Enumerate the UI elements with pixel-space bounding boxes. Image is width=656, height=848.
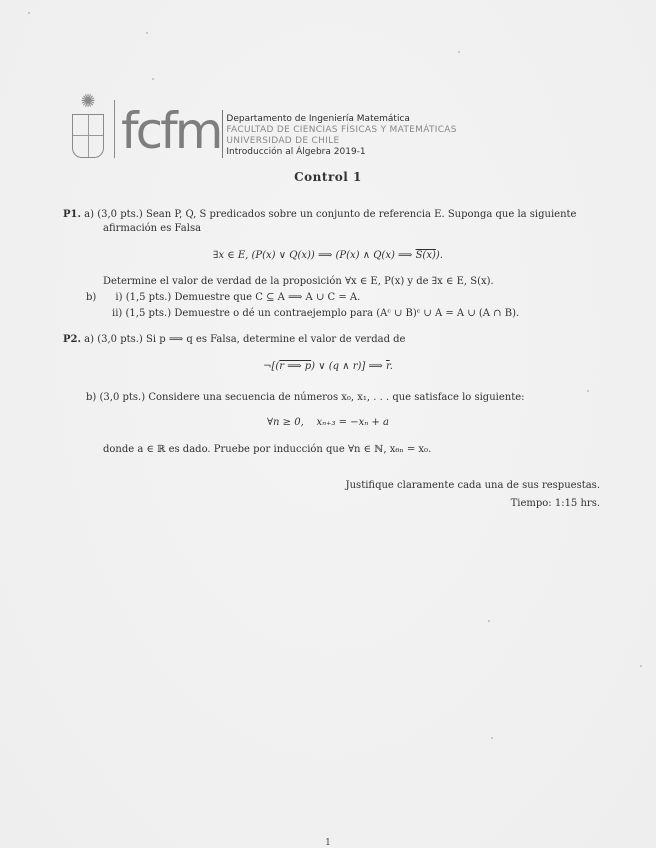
p2-b-formula (0, 416, 656, 429)
formula: ∀n ≥ 0, xₙ₊₃ = −xₙ + a (267, 417, 389, 428)
statement-text: Demuestre o dé un contraejemplo para (Aᶜ ∪ B)ᶜ ∪ A = A ∪ (A ∩ B). (174, 308, 520, 319)
scan-speck (152, 78, 154, 80)
part-label: a) (84, 209, 95, 220)
scan-speck (488, 620, 490, 622)
points: (3,0 pts.) (99, 392, 146, 403)
scan-speck (28, 12, 30, 14)
p1-a-formula (0, 249, 656, 262)
p2-b-line2 (103, 443, 431, 456)
justify-note: Justifique claramente cada una de sus respuestas. (345, 480, 600, 491)
formula: ∃x ∈ E, (P(x) ∨ Q(x)) ⟹ (P(x) ∧ Q(x) ⟹ (213, 250, 416, 261)
problem-label: P2. (63, 334, 81, 345)
course-name: Introducción al Álgebra 2019-1 (226, 147, 366, 157)
formula-end: . (389, 361, 393, 372)
part-label: b) (86, 292, 97, 303)
points: (3,0 pts.) (97, 209, 143, 220)
part-label: b) (86, 392, 97, 403)
statement-text: Considere una secuencia de números x₀, x₁, . . . que satisface lo siguiente: (148, 392, 525, 403)
p1-a-line3 (103, 275, 494, 288)
page-title: Control 1 (294, 170, 362, 184)
problem-label: P1. (63, 209, 81, 220)
p1-a-line1 (63, 208, 576, 221)
subpart-label: ii) (112, 308, 123, 319)
formula: ) ∨ (q ∧ r)] ⟹ (311, 361, 387, 372)
shield-icon (72, 114, 104, 158)
scan-speck (491, 737, 493, 739)
formula-negated: S(x) (415, 250, 436, 261)
fcfm-logo: fcfm (121, 102, 221, 160)
p1-b-i (86, 291, 360, 304)
statement-text: donde a ∈ ℝ es dado. Pruebe por inducción que ∀n ∈ ℕ, x₆ₙ = x₀. (103, 444, 432, 455)
statement-text: afirmación es Falsa (103, 223, 202, 234)
divider (114, 100, 115, 158)
p2-a-formula (0, 360, 656, 373)
part-label: a) (84, 334, 95, 345)
sun-icon: ✺ (80, 91, 96, 112)
university-crest-icon (70, 92, 106, 160)
divider (222, 110, 223, 158)
scan-speck (587, 390, 589, 392)
subpart-label: i) (115, 292, 123, 303)
statement-text: Sean P, Q, S predicados sobre un conjunto de referencia E. Suponga que la siguiente (146, 209, 577, 220)
points: (3,0 pts.) (97, 334, 143, 345)
faculty-name: FACULTAD DE CIENCIAS FÍSICAS Y MATEMÁTICAS (226, 125, 457, 135)
points: (1,5 pts.) (125, 292, 172, 303)
p2-a-line1 (63, 333, 405, 346)
scan-speck (458, 51, 460, 53)
p2-b-line1 (86, 391, 525, 404)
page-number: 1 (325, 838, 331, 848)
formula-end: ). (435, 250, 443, 261)
p1-b-ii (112, 307, 519, 320)
time-note: Tiempo: 1:15 hrs. (510, 498, 600, 509)
department-name: Departamento de Ingeniería Matemática (226, 114, 410, 124)
formula-negated: r ⟹ p (279, 361, 312, 372)
scan-speck (640, 665, 642, 667)
scan-speck (146, 32, 148, 34)
statement-text: Demuestre que C ⊆ A ⟹ A ∪ C = A. (174, 292, 361, 303)
statement-text: Si p ⟹ q es Falsa, determine el valor de verdad de (146, 334, 406, 345)
university-name: UNIVERSIDAD DE CHILE (226, 136, 340, 146)
points: (1,5 pts.) (125, 308, 172, 319)
formula: ¬[( (263, 361, 280, 372)
formula-negated: $\overline{r}$ (386, 361, 390, 372)
statement-text: Determine el valor de verdad de la proposición ∀x ∈ E, P(x) y de ∃x ∈ E, S(x). (103, 276, 494, 287)
p1-a-line2 (103, 222, 201, 235)
header-text-block (226, 114, 456, 158)
institution-header (70, 90, 457, 160)
